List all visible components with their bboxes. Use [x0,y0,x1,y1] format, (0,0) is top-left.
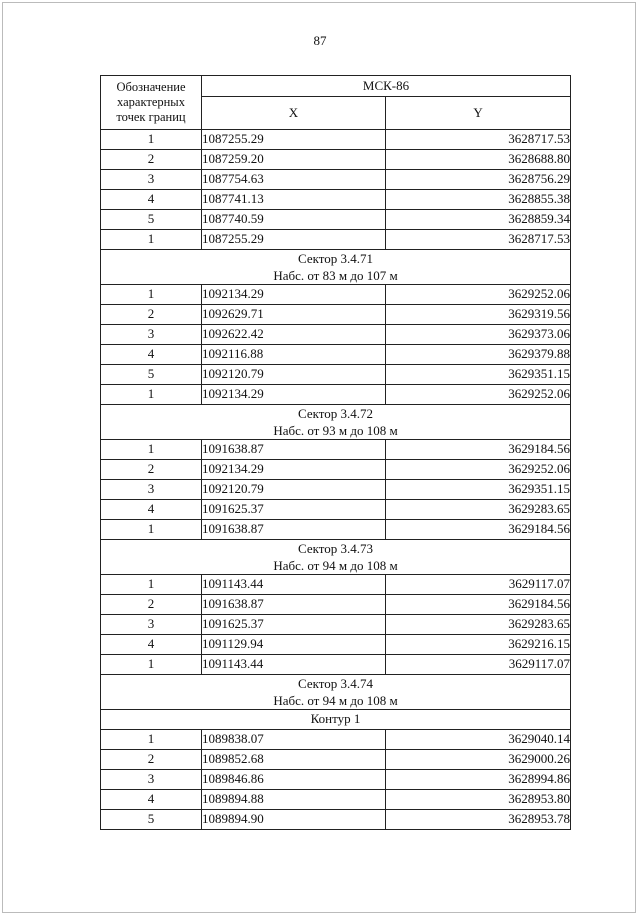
x-coordinate-cell: 1091625.37 [202,500,386,520]
point-number-cell: 1 [101,440,202,460]
coordinates-table [100,75,571,830]
point-number-cell: 1 [101,285,202,305]
table-row [101,635,571,655]
section-title: Сектор 3.4.74 [298,676,374,691]
y-coordinate-cell: 3629216.15 [386,635,571,655]
table-row [101,575,571,595]
table-row [101,210,571,230]
y-coordinate-cell: 3629283.65 [386,500,571,520]
point-number-cell: 1 [101,130,202,150]
point-number-cell: 5 [101,210,202,230]
y-coordinate-cell: 3628688.80 [386,150,571,170]
x-coordinate-cell: 1091143.44 [202,575,386,595]
y-coordinate-cell: 3629379.88 [386,345,571,365]
point-number-cell: 1 [101,230,202,250]
x-coordinate-cell: 1092120.79 [202,480,386,500]
section-header [101,405,571,440]
x-coordinate-cell: 1091638.87 [202,595,386,615]
point-number-cell: 4 [101,500,202,520]
section-header [101,675,571,710]
point-number-cell: 4 [101,190,202,210]
x-coordinate-cell: 1092120.79 [202,365,386,385]
header-x: X [202,97,386,130]
x-coordinate-cell: 1092622.42 [202,325,386,345]
point-number-cell: 1 [101,385,202,405]
table-row [101,305,571,325]
y-coordinate-cell: 3629319.56 [386,305,571,325]
x-coordinate-cell: 1087259.20 [202,150,386,170]
header-y: Y [386,97,571,130]
section-header-row [101,405,571,440]
section-height-range: Нaбс. от 94 м до 108 м [273,558,398,573]
table-row [101,325,571,345]
table-row [101,500,571,520]
table-row [101,285,571,305]
x-coordinate-cell: 1087255.29 [202,230,386,250]
section-header [101,540,571,575]
section-header [101,250,571,285]
x-coordinate-cell: 1092629.71 [202,305,386,325]
y-coordinate-cell: 3629000.26 [386,750,571,770]
point-number-cell: 1 [101,520,202,540]
y-coordinate-cell: 3629252.06 [386,285,571,305]
y-coordinate-cell: 3628994.86 [386,770,571,790]
section-height-range: Нaбс. от 93 м до 108 м [273,423,398,438]
x-coordinate-cell: 1089846.86 [202,770,386,790]
y-coordinate-cell: 3629283.65 [386,615,571,635]
y-coordinate-cell: 3629117.07 [386,575,571,595]
table-row [101,595,571,615]
y-coordinate-cell: 3629351.15 [386,365,571,385]
y-coordinate-cell: 3629184.56 [386,595,571,615]
y-coordinate-cell: 3629252.06 [386,460,571,480]
y-coordinate-cell: 3629252.06 [386,385,571,405]
table-body [101,130,571,830]
section-header-row [101,675,571,710]
point-number-cell: 3 [101,770,202,790]
table-row [101,750,571,770]
point-number-cell: 5 [101,810,202,830]
x-coordinate-cell: 1092134.29 [202,385,386,405]
contour-row [101,710,571,730]
table-row [101,790,571,810]
header-coord-system: МСК-86 [202,76,571,97]
table-row [101,460,571,480]
point-number-cell: 5 [101,365,202,385]
table-row [101,365,571,385]
contour-label: Контур 1 [101,710,571,730]
x-coordinate-cell: 1087255.29 [202,130,386,150]
y-coordinate-cell: 3629117.07 [386,655,571,675]
section-header-row [101,540,571,575]
section-title: Сектор 3.4.73 [298,541,374,556]
point-number-cell: 3 [101,170,202,190]
point-number-cell: 2 [101,750,202,770]
x-coordinate-cell: 1091638.87 [202,440,386,460]
x-coordinate-cell: 1092134.29 [202,460,386,480]
point-number-cell: 4 [101,790,202,810]
table-row [101,190,571,210]
y-coordinate-cell: 3628756.29 [386,170,571,190]
point-number-cell: 4 [101,635,202,655]
y-coordinate-cell: 3628717.53 [386,130,571,150]
table-row [101,385,571,405]
x-coordinate-cell: 1091129.94 [202,635,386,655]
y-coordinate-cell: 3628953.80 [386,790,571,810]
y-coordinate-cell: 3629184.56 [386,440,571,460]
x-coordinate-cell: 1087754.63 [202,170,386,190]
y-coordinate-cell: 3628717.53 [386,230,571,250]
table-row [101,170,571,190]
y-coordinate-cell: 3629040.14 [386,730,571,750]
point-number-cell: 1 [101,655,202,675]
x-coordinate-cell: 1092134.29 [202,285,386,305]
point-number-cell: 2 [101,305,202,325]
y-coordinate-cell: 3628855.38 [386,190,571,210]
x-coordinate-cell: 1087740.59 [202,210,386,230]
x-coordinate-cell: 1089838.07 [202,730,386,750]
y-coordinate-cell: 3629373.06 [386,325,571,345]
point-number-cell: 3 [101,480,202,500]
point-number-cell: 1 [101,575,202,595]
x-coordinate-cell: 1089852.68 [202,750,386,770]
point-number-cell: 3 [101,615,202,635]
point-number-cell: 1 [101,730,202,750]
x-coordinate-cell: 1091143.44 [202,655,386,675]
x-coordinate-cell: 1087741.13 [202,190,386,210]
table-row [101,770,571,790]
table-row [101,520,571,540]
y-coordinate-cell: 3629351.15 [386,480,571,500]
point-number-cell: 3 [101,325,202,345]
point-number-cell: 2 [101,460,202,480]
point-number-cell: 2 [101,150,202,170]
x-coordinate-cell: 1091638.87 [202,520,386,540]
table-row [101,480,571,500]
x-coordinate-cell: 1091625.37 [202,615,386,635]
section-height-range: Нaбс. от 83 м до 107 м [273,268,398,283]
x-coordinate-cell: 1089894.90 [202,810,386,830]
y-coordinate-cell: 3629184.56 [386,520,571,540]
section-title: Сектор 3.4.72 [298,406,374,421]
page-number: 87 [313,33,327,48]
y-coordinate-cell: 3628953.78 [386,810,571,830]
x-coordinate-cell: 1089894.88 [202,790,386,810]
table-row [101,130,571,150]
table-row [101,615,571,635]
section-title: Сектор 3.4.71 [298,251,374,266]
table-row [101,730,571,750]
section-height-range: Нaбс. от 94 м до 108 м [273,693,398,708]
x-coordinate-cell: 1092116.88 [202,345,386,365]
section-header-row [101,250,571,285]
table-row [101,345,571,365]
table-row [101,230,571,250]
table-row [101,810,571,830]
table-row [101,655,571,675]
y-coordinate-cell: 3628859.34 [386,210,571,230]
table-row [101,440,571,460]
point-number-cell: 2 [101,595,202,615]
point-number-cell: 4 [101,345,202,365]
header-point-designation: Обозначение характерных точек границ [101,76,202,130]
table-row [101,150,571,170]
